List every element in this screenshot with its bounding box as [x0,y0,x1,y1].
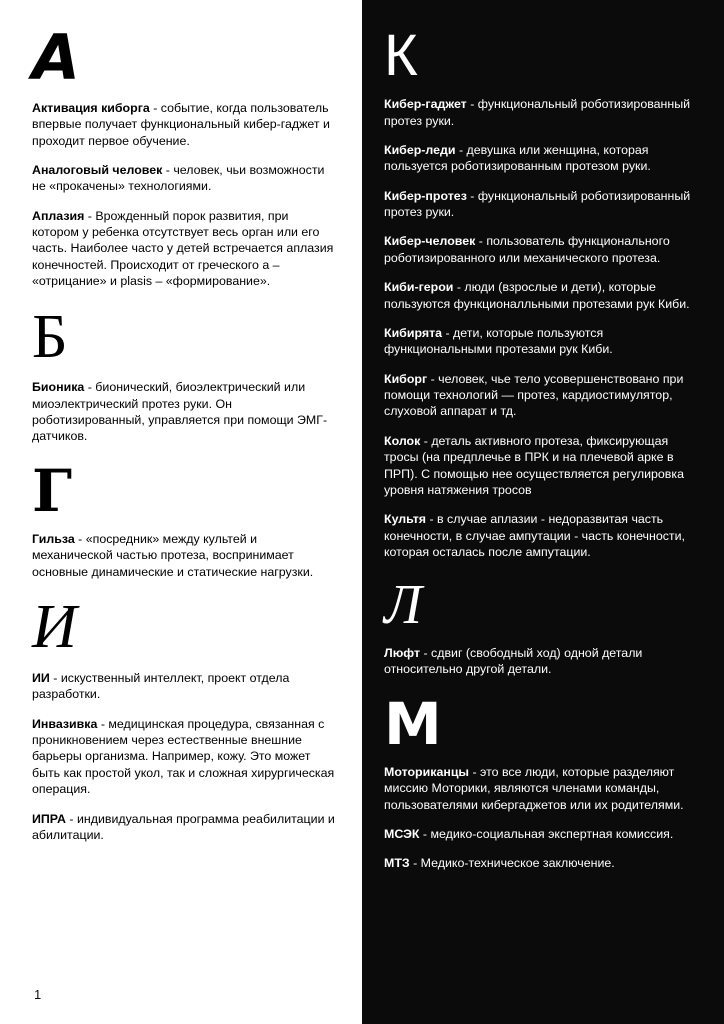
letter-block-i [32,593,336,843]
glossary-entry [384,855,698,871]
entry-term: Киборг [384,371,428,386]
glossary-entry [32,162,336,195]
letter-heading-m: М [384,689,441,758]
entry-term: Гильза [32,532,75,547]
entry-term: Колок [384,433,421,448]
letter-block-b [32,302,336,445]
entry-definition: - Врожденный порок развития, при котором у ребенка отсутствует весь орган или его часть. Наиболее часто у детей встречается аплазия конечностей. Происходит от греческого a – «отрицание» и plasis – «формирование». [32,208,334,289]
entry-term: Люфт [384,645,421,660]
entry-definition: - деталь активного протеза, фиксирующая тросы (на предплечье в ПРК и на плечевой арке в ПРП). С помощью нее осуществляется регулировка уровня натяжения тросов [384,433,684,497]
entry-definition: - индивидуальная программа реабилитации и абилитации. [32,811,335,842]
entry-definition: - медицинская процедура, связанная с проникновением через естественные внешние барьеры организма. Например, кожу. Это может быть как простой укол, так и сложная хирургическая операция. [32,716,335,797]
glossary-entry [384,645,698,678]
glossary-entry [32,811,336,844]
page-number: 1 [34,987,42,1002]
glossary-entry [32,100,336,149]
entry-term: Аналоговый человек [32,162,163,177]
glossary-entry [32,208,336,290]
entry-term: Инвазивка [32,716,98,731]
glossary-entry [384,764,698,813]
glossary-entry [384,826,698,842]
entry-definition: - человек, чье тело усовершенствовано при помощи технологий — протез, кардиостимулятор, слуховой аппарат и тд. [384,371,684,419]
entry-term: Моториканцы [384,764,470,779]
letter-block-k [384,23,698,560]
glossary-entry [32,670,336,703]
entry-definition: - «посредник» между культей и механической частью протеза, воспринимает основные динамические и статические нагрузки. [32,532,314,579]
entry-term: Активация киборга [32,100,150,115]
entry-term: Кибер-леди [384,142,456,157]
entry-term: ИПРА [32,811,66,826]
entry-definition: - функциональный роботизированный протез руки. [384,97,691,128]
entry-definition: - дети, которые пользуются функциональными протезами рук Киби. [384,325,613,357]
letter-heading-k: К [384,23,417,88]
glossary-entry [384,371,698,420]
entry-term: Кибер-протез [384,188,467,203]
glossary-entry [32,379,336,445]
entry-term: МСЭК [384,826,420,841]
entry-definition: - пользователь функционального роботизированного или механического протеза. [384,234,670,265]
letter-heading-b: Б [32,302,67,371]
letter-block-m [384,689,698,872]
glossary-entry [384,325,698,358]
entry-definition: - медико-социальная экспертная комиссия. [419,826,674,841]
letter-block-a [32,21,336,290]
entry-definition: - функциональный роботизированный протез руки. [384,188,691,220]
entry-term: ИИ [32,670,50,685]
glossary-entry [32,531,336,580]
entry-term: Киби-герои [384,280,454,295]
entry-definition: - это все люди, которые разделяют миссию Моторики, являются членами команды, пользователями кибергаджетов или их родителями. [384,764,684,812]
entry-term: Кибер-человек [384,234,476,249]
letter-block-g [32,456,336,580]
letter-heading-g: Г [32,456,72,525]
glossary-entry [384,511,698,560]
entry-definition: - в случае аплазии - недоразвитая часть конечности, в случае ампутации - часть конечности, которая осталась после ампутации. [384,512,685,560]
entry-definition: - человек, чьи возможности не «прокачены» технологиями. [32,162,325,194]
glossary-entry [384,96,698,129]
letter-heading-l: Л [384,574,421,637]
entry-term: Культя [384,512,426,527]
entry-definition: - Медико-техническое заключение. [409,856,615,871]
entry-definition: - люди (взрослые и дети), которые пользуются функционалльными протезами рук Киби. [384,280,690,311]
entry-term: МТЗ [384,856,410,871]
letter-block-l [384,574,698,677]
entry-term: Кибирята [384,325,443,340]
entry-definition: - событие, когда пользователь впервые получает функциональный кибер-гаджет и проходит первое обучение. [32,100,330,148]
entry-definition: - бионический, биоэлектрический или миоэлектрический протез руки. Он роботизированный, управляется при помощи ЭМГ-датчиков. [32,380,328,444]
glossary-entry [32,716,336,798]
glossary-entry [384,188,698,221]
right-column [362,0,724,1024]
entry-term: Бионика [32,380,85,395]
letter-heading-a: А [32,21,79,94]
entry-term: Кибер-гаджет [384,97,467,112]
entry-definition: - сдвиг (свободный ход) одной детали относительно другой детали. [384,645,643,677]
entry-definition: - девушка или женщина, которая пользуется роботизированным протезом руки. [384,142,651,174]
glossary-entry [384,233,698,266]
glossary-entry [384,433,698,499]
glossary-entry [384,279,698,312]
entry-term: Аплазия [32,208,85,223]
entry-definition: - искуственный интеллект, проект отдела разработки. [32,670,290,702]
letter-heading-i: И [32,593,76,662]
glossary-entry [384,142,698,175]
